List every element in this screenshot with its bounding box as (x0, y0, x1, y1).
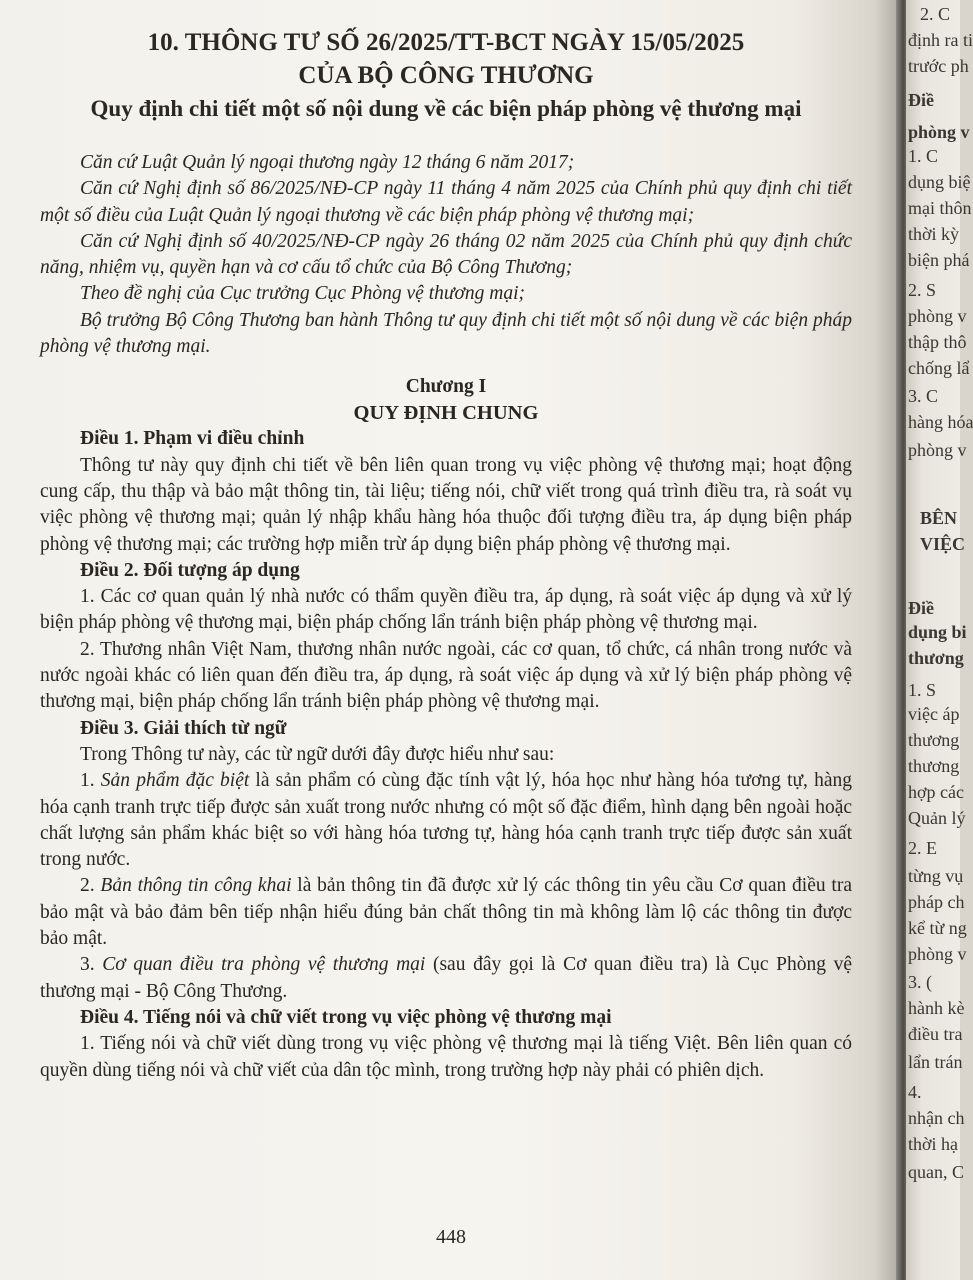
preamble-paragraph: Căn cứ Nghị định số 86/2025/NĐ-CP ngày 11 tháng 4 năm 2025 của Chính phủ quy định chi tiết một số điều của Luật Quản lý ngoại thương về các biện pháp phòng vệ thương mại; (40, 178, 852, 226)
facing-page-line: chống lẩ (908, 358, 970, 378)
facing-page-line: 3. ( (908, 972, 932, 992)
facing-page-line: VIỆC (920, 534, 966, 554)
facing-page-line: phòng v (908, 440, 967, 460)
facing-page-line: biện phá (908, 250, 970, 270)
facing-page-line: việc áp (908, 704, 960, 724)
facing-page-line: 1. S (908, 680, 937, 700)
facing-page-line: BÊN (920, 508, 958, 528)
facing-page-line: dụng biệ (908, 172, 971, 192)
facing-page-line: dụng bi (908, 622, 967, 642)
preamble (40, 150, 852, 360)
facing-page-line: hàng hóa (908, 412, 973, 432)
facing-page-line: phòng v (908, 122, 970, 142)
definition-text: là sản phẩm có cùng đặc tính vật lý, hóa học như hàng hóa tương tự, hàng hóa cạnh tranh trực tiếp được sản xuất trong nước nhưng có một số đặc điểm, hình dạng bên ngoài hoặc chất lượng sản phẩm khác biệt so với hàng hóa tương tự, hàng hóa cạnh tranh trực tiếp được sản xuất trong nước. (40, 770, 852, 871)
facing-page-line: nhận ch (908, 1108, 965, 1128)
preamble-paragraph: Căn cứ Luật Quản lý ngoại thương ngày 12 tháng 6 năm 2017; (80, 152, 575, 173)
facing-page-line: kể từ ng (908, 918, 967, 938)
article-2-clause-2: 2. Thương nhân Việt Nam, thương nhân nước ngoài, các cơ quan, tổ chức, cá nhân trong nước và nước ngoài khác có liên quan đến điều tra, áp dụng, rà soát việc áp dụng và xử lý biện pháp phòng vệ thương mại, biện pháp chống lẩn tránh biện pháp phòng vệ thương mại. (40, 638, 852, 713)
definition-text: (sau đây gọi là Cơ quan điều tra) là Cục Phòng vệ thương mại - Bộ Công Thương. (40, 954, 853, 1002)
chapter-number: Chương I (405, 376, 487, 398)
facing-page-line: 3. C (908, 386, 939, 406)
facing-page-line: 2. C (920, 4, 951, 24)
facing-page-line: mại thôn (908, 198, 972, 218)
facing-page-line: thương (908, 648, 964, 668)
facing-page-line: 2. E (908, 838, 937, 858)
defined-term: Cơ quan điều tra phòng vệ thương mại (102, 954, 426, 976)
clause-number: 3. (80, 954, 103, 976)
facing-page-line: phòng v (908, 944, 967, 964)
facing-page-line: thời hạ (908, 1134, 959, 1154)
facing-page-line: thương (908, 756, 960, 776)
document-title-line1: 10. THÔNG TƯ SỐ 26/2025/TT-BCT NGÀY 15/05/2025 (147, 29, 745, 56)
chapter-title: QUY ĐỊNH CHUNG (353, 402, 539, 425)
clause-number: 2. (80, 875, 101, 897)
article-1-paragraph: Thông tư này quy định chi tiết về bên liên quan trong vụ việc phòng vệ thương mại; hoạt động cung cấp, thu thập và bảo mật thông tin, tài liệu; tiếng nói, chữ viết trong quá trình điều tra, rà soát vụ việc phòng vệ thương mại; quản lý nhập khẩu hàng hóa thuộc đối tượng điều tra, áp dụng biện pháp phòng vệ thương mại; các trường hợp miễn trừ áp dụng biện pháp phòng vệ thương mại. (40, 454, 852, 555)
document-title-line2: CỦA BỘ CÔNG THƯƠNG (298, 62, 594, 89)
facing-page-line: lẩn trán (908, 1052, 963, 1072)
facing-page-line: quan, C (908, 1162, 964, 1182)
facing-page (906, 0, 973, 1280)
preamble-paragraph: Theo đề nghị của Cục trưởng Cục Phòng vệ thương mại; (80, 283, 526, 305)
document-body (40, 26, 852, 1084)
article-4-clause-1: 1. Tiếng nói và chữ viết dùng trong vụ việc phòng vệ thương mại là tiếng Việt. Bên liên quan có quyền dùng tiếng nói và chữ viết của dân tộc mình, trong trường hợp này phải có phiên dịch. (40, 1033, 852, 1081)
facing-page-line: điều tra (908, 1024, 963, 1044)
facing-page-line: pháp ch (908, 892, 965, 912)
facing-page-line: Quản lý (908, 808, 966, 828)
facing-page-line: 2. S (908, 280, 937, 300)
article-3-intro: Trong Thông tư này, các từ ngữ dưới đây được hiểu như sau: (80, 743, 555, 765)
facing-page-line: 1. C (908, 146, 939, 166)
article-2-heading: Điều 2. Đối tượng áp dụng (80, 559, 300, 581)
page-number: 448 (436, 1226, 466, 1248)
facing-page-line: thương (908, 730, 960, 750)
article-3-clause-2 (40, 873, 852, 952)
facing-page-line: thập thô (908, 332, 967, 352)
article-2-clause-1: 1. Các cơ quan quản lý nhà nước có thẩm quyền điều tra, áp dụng, rà soát việc áp dụng và xử lý biện pháp phòng vệ thương mại, biện pháp chống lẩn tránh biện pháp phòng vệ thương mại. (40, 586, 852, 634)
facing-page-line: 4. (908, 1082, 922, 1102)
facing-page-line: Điề (908, 90, 934, 110)
preamble-paragraph: Bộ trưởng Bộ Công Thương ban hành Thông tư quy định chi tiết một số nội dung về các biện pháp phòng vệ thương mại. (40, 309, 852, 358)
article-3-heading: Điều 3. Giải thích từ ngữ (80, 717, 287, 739)
facing-page-line: phòng v (908, 306, 967, 326)
article-3-clause-1 (40, 768, 852, 873)
article-4-heading: Điều 4. Tiếng nói và chữ viết trong vụ việc phòng vệ thương mại (80, 1006, 612, 1028)
defined-term: Sản phẩm đặc biệt (100, 770, 250, 792)
clause-number: 1. (80, 770, 101, 792)
facing-page-line: từng vụ (908, 866, 964, 886)
article-1-heading: Điều 1. Phạm vi điều chỉnh (80, 428, 305, 450)
facing-page-line: trước ph (908, 56, 969, 76)
facing-page-line: hành kè (908, 998, 965, 1018)
document-subtitle: Quy định chi tiết một số nội dung về các biện pháp phòng vệ thương mại (90, 96, 802, 121)
preamble-paragraph: Căn cứ Nghị định số 40/2025/NĐ-CP ngày 26 tháng 02 năm 2025 của Chính phủ quy định chức năng, nhiệm vụ, quyền hạn và cơ cấu tổ chức của Bộ Công Thương; (40, 230, 852, 279)
facing-page-line: định ra ti (908, 30, 973, 50)
definition-text: là bản thông tin đã được xử lý các thông tin yêu cầu Cơ quan điều tra bảo mật và bảo đảm bên tiếp nhận hiểu đúng bản chất thông tin mà không làm lộ các thông tin được bảo mật. (40, 875, 852, 950)
defined-term: Bản thông tin công khai (100, 875, 292, 897)
facing-page-line: Điề (908, 598, 934, 618)
facing-page-line: thời kỳ (908, 224, 960, 244)
facing-page-line: hợp các (908, 782, 964, 802)
article-3-clause-3 (40, 952, 852, 1005)
